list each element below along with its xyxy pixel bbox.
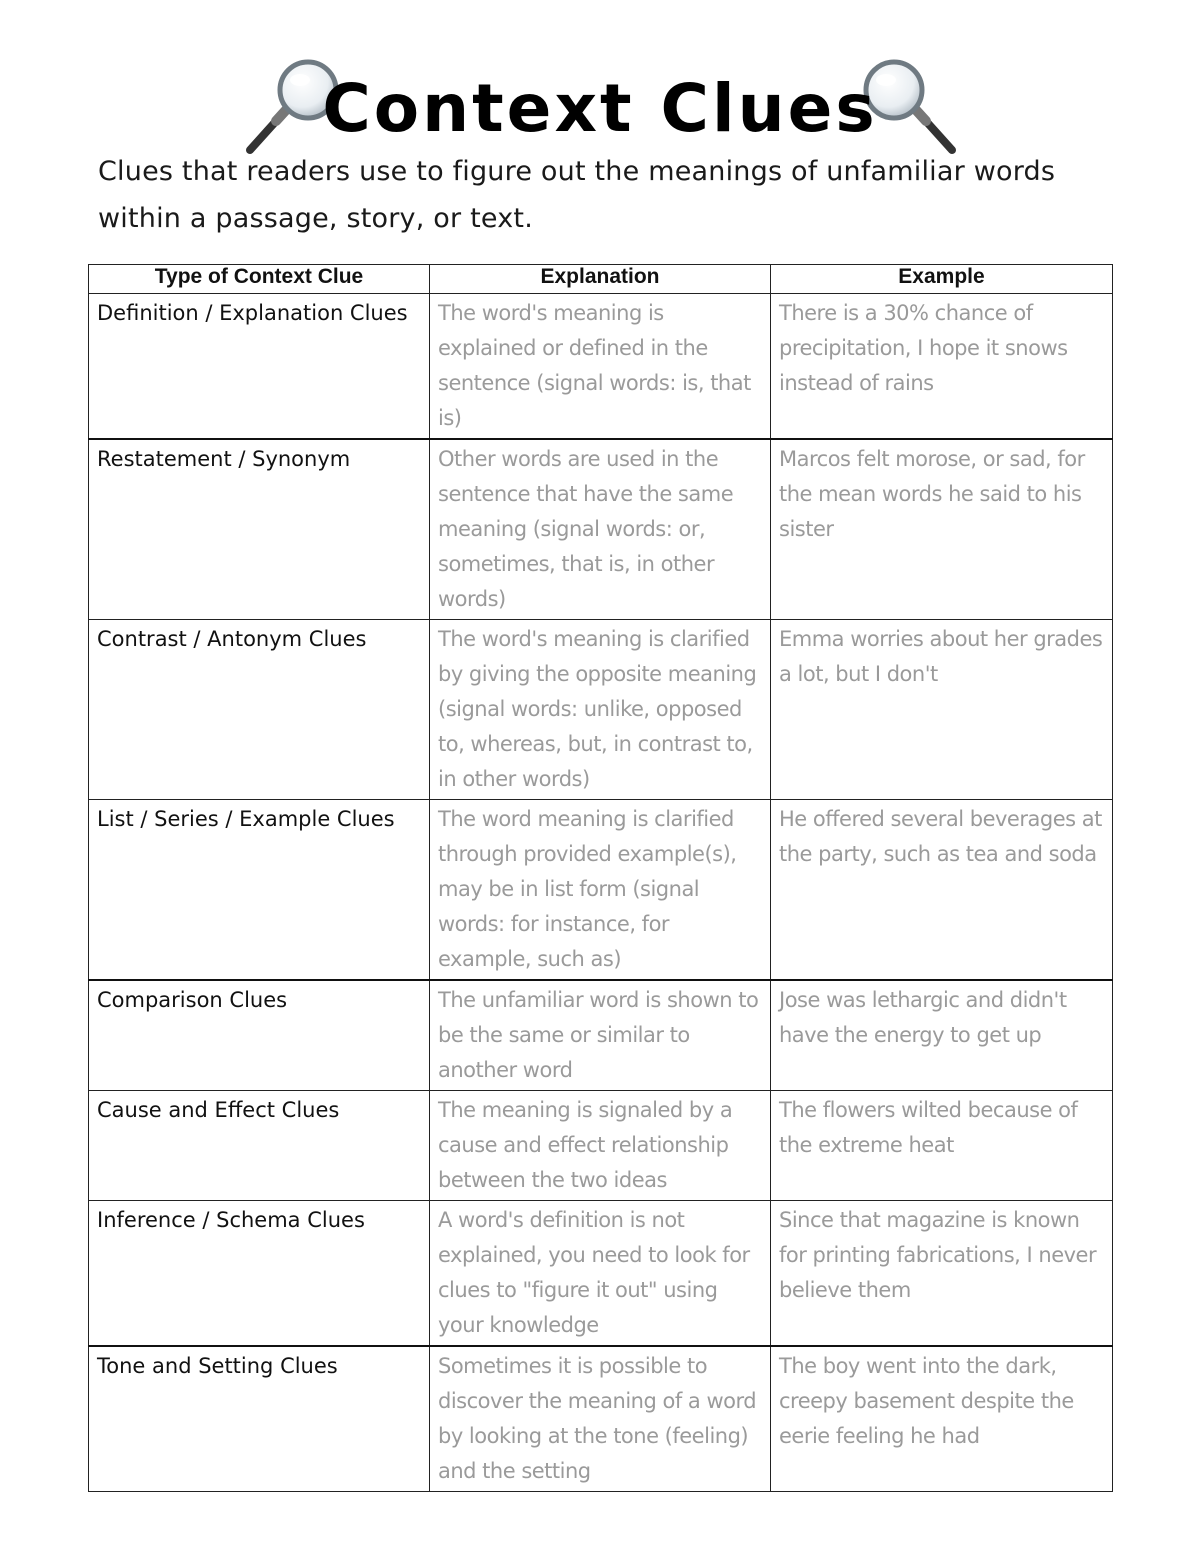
- clue-explanation: The meaning is signaled by a cause and effect relationship between the two ideas: [430, 1091, 771, 1201]
- clue-explanation: Other words are used in the sentence that have the same meaning (signal words: or, sometimes, that is, in other words): [430, 439, 771, 620]
- table-row: [89, 1346, 1113, 1492]
- clue-type: Contrast / Antonym Clues: [89, 620, 430, 800]
- column-header-explanation: Explanation: [430, 265, 771, 294]
- clue-example: The boy went into the dark, creepy basement despite the eerie feeling he had: [771, 1346, 1113, 1492]
- clue-type: Inference / Schema Clues: [89, 1201, 430, 1347]
- table-header-row: [89, 265, 1113, 294]
- table-row: [89, 800, 1113, 981]
- context-clues-table: [88, 264, 1113, 1492]
- clue-explanation: The word meaning is clarified through provided example(s), may be in list form (signal words: for instance, for example, such as): [430, 800, 771, 981]
- clue-type: Restatement / Synonym: [89, 439, 430, 620]
- clue-type: Comparison Clues: [89, 980, 430, 1091]
- clue-example: Marcos felt morose, or sad, for the mean words he said to his sister: [771, 439, 1113, 620]
- clue-explanation: The word's meaning is explained or defined in the sentence (signal words: is, that is): [430, 294, 771, 440]
- page-title: Context Clues: [322, 70, 878, 147]
- clue-example: He offered several beverages at the party, such as tea and soda: [771, 800, 1113, 981]
- clue-example: Since that magazine is known for printing fabrications, I never believe them: [771, 1201, 1113, 1347]
- table-row: [89, 439, 1113, 620]
- page-subtitle: Clues that readers use to figure out the meanings of unfamiliar words within a passage, story, or text.: [98, 156, 1056, 234]
- table-row: [89, 620, 1113, 800]
- clue-explanation: The unfamiliar word is shown to be the same or similar to another word: [430, 980, 771, 1091]
- clue-type: Cause and Effect Clues: [89, 1091, 430, 1201]
- clue-example: There is a 30% chance of precipitation, I hope it snows instead of rains: [771, 294, 1113, 440]
- clue-explanation: A word's definition is not explained, you need to look for clues to "figure it out" using your knowledge: [430, 1201, 771, 1347]
- table-row: [89, 1091, 1113, 1201]
- column-header-example: Example: [771, 265, 1113, 294]
- clue-explanation: Sometimes it is possible to discover the meaning of a word by looking at the tone (feeling) and the setting: [430, 1346, 771, 1492]
- clue-example: Emma worries about her grades a lot, but I don't: [771, 620, 1113, 800]
- column-header-type: Type of Context Clue: [89, 265, 430, 294]
- clue-example: The flowers wilted because of the extreme heat: [771, 1091, 1113, 1201]
- clue-type: List / Series / Example Clues: [89, 800, 430, 981]
- table-row: [89, 294, 1113, 440]
- table-row: [89, 980, 1113, 1091]
- table-row: [89, 1201, 1113, 1347]
- clue-type: Tone and Setting Clues: [89, 1346, 430, 1492]
- clue-type: Definition / Explanation Clues: [89, 294, 430, 440]
- clue-example: Jose was lethargic and didn't have the energy to get up: [771, 980, 1113, 1091]
- clue-explanation: The word's meaning is clarified by giving the opposite meaning (signal words: unlike, opposed to, whereas, but, in contrast to, in other words): [430, 620, 771, 800]
